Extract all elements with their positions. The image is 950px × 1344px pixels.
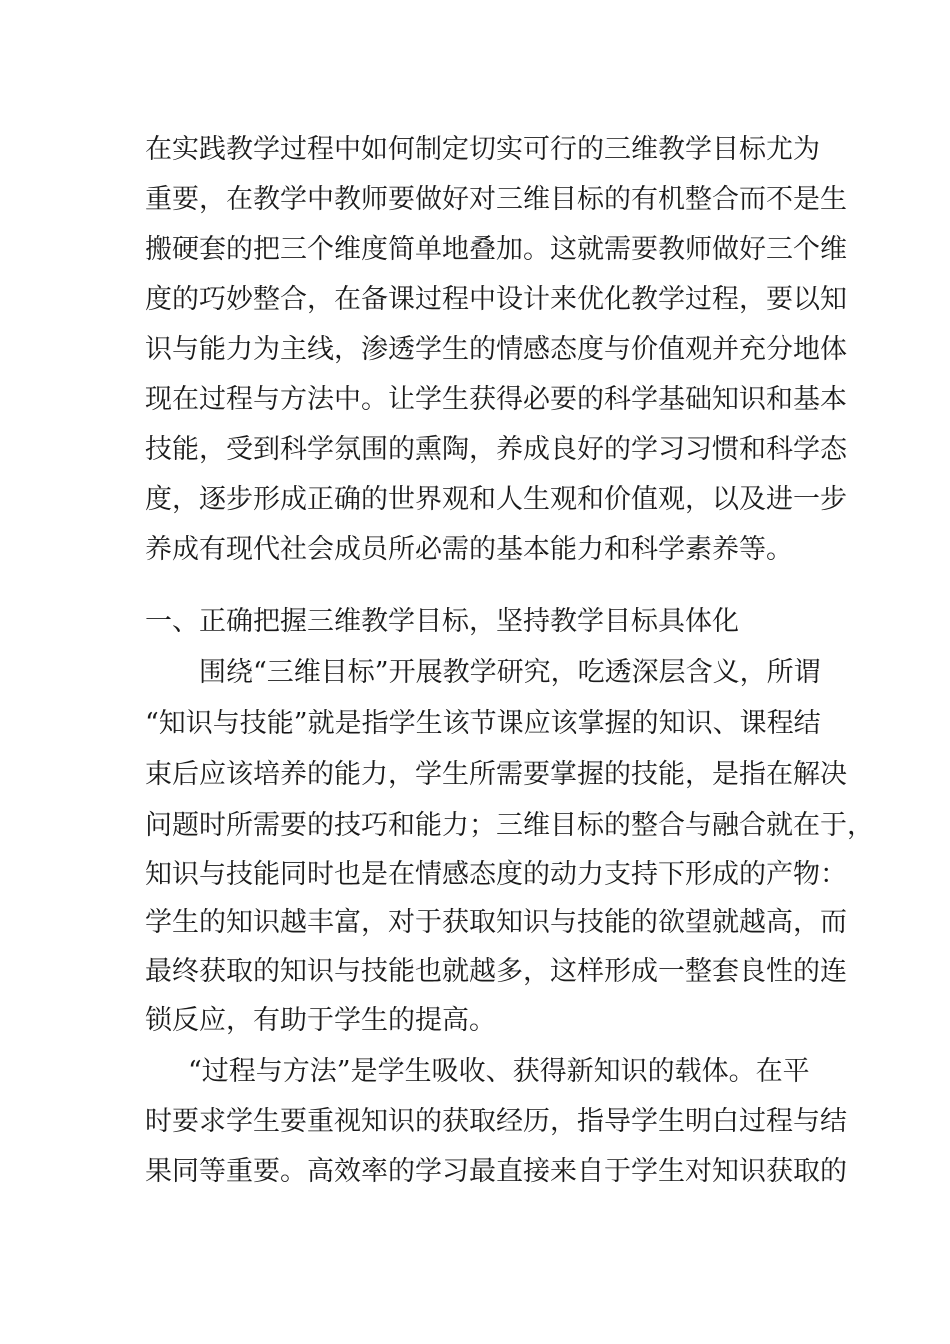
intro-line: 重要，在教学中教师要做好对三维目标的有机整合而不是生 xyxy=(145,184,847,215)
section-heading: 一、正确把握三维教学目标，坚持教学目标具体化 xyxy=(145,606,739,637)
paragraph-line: 问题时所需要的技巧和能力；三维目标的整合与融合就在于， xyxy=(145,810,874,841)
paragraph-line: 学生的知识越丰富，对于获取知识与技能的欲望就越高，而 xyxy=(145,907,847,938)
paragraph-line: 围绕“三维目标”开展教学研究，吃透深层含义，所谓 xyxy=(199,657,821,688)
intro-line: 养成有现代社会成员所必需的基本能力和科学素养等。 xyxy=(145,534,793,565)
paragraph-line: 果同等重要。高效率的学习最直接来自于学生对知识获取的 xyxy=(145,1156,847,1187)
intro-line: 度，逐步形成正确的世界观和人生观和价值观，以及进一步 xyxy=(145,484,847,515)
paragraph-line: 最终获取的知识与技能也就越多，这样形成一整套良性的连 xyxy=(145,956,847,987)
intro-line: 在实践教学过程中如何制定切实可行的三维教学目标尤为 xyxy=(145,134,820,165)
paragraph-line: 锁反应，有助于学生的提高。 xyxy=(145,1005,496,1036)
intro-line: 度的巧妙整合，在备课过程中设计来优化教学过程，要以知 xyxy=(145,284,847,315)
paragraph-line: “过程与方法”是学生吸收、获得新知识的载体。在平 xyxy=(188,1056,810,1087)
paragraph-line: 时要求学生要重视知识的获取经历，指导学生明白过程与结 xyxy=(145,1106,847,1137)
paragraph-line: 知识与技能同时也是在情感态度的动力支持下形成的产物： xyxy=(145,859,847,890)
intro-line: 技能，受到科学氛围的熏陶，养成良好的学习习惯和科学态 xyxy=(145,434,847,465)
paragraph-line: “知识与技能”就是指学生该节课应该掌握的知识、课程结 xyxy=(145,708,821,739)
intro-line: 搬硬套的把三个维度简单地叠加。这就需要教师做好三个维 xyxy=(145,234,847,265)
paragraph-line: 束后应该培养的能力，学生所需要掌握的技能，是指在解决 xyxy=(145,759,847,790)
intro-line: 现在过程与方法中。让学生获得必要的科学基础知识和基本 xyxy=(145,384,847,415)
intro-line: 识与能力为主线，渗透学生的情感态度与价值观并充分地体 xyxy=(145,334,847,365)
